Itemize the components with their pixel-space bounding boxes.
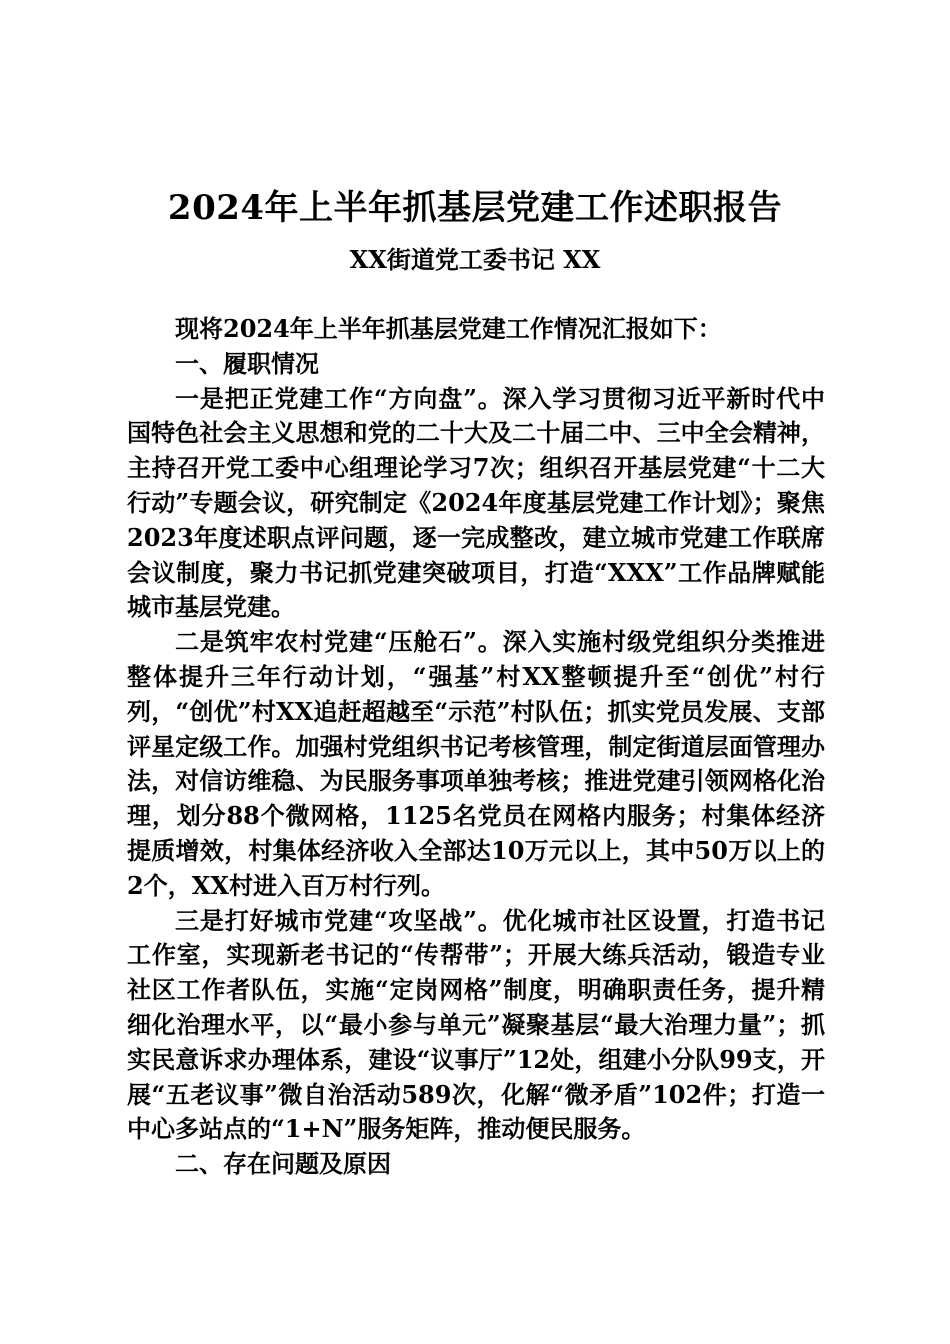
section-heading-problems: 二、存在问题及原因 [175,1149,391,1179]
author-line: XX街道党工委书记 XX [349,245,601,274]
paragraph-party-direction: 一是把正党建工作“方向盘”。深入学习贯彻习近平新时代中国特色社会主义思想和党的二十大及二十届二中、三中全会精神，主持召开党工委中心组理论学习7次；组织召开基层党建“十二大行动”专题会议，研究制定《2024年度基层党建工作计划》；聚焦2023年度述职点评问题，逐一完成整改，建立城市党建工作联席会议制度，聚力书记抓党建突破项目，打造“XXX”工作品牌赋能城市基层党建。 [127,383,825,622]
intro-paragraph: 现将2024年上半年抓基层党建工作情况汇报如下： [175,314,722,343]
paragraph-urban-party-building: 三是打好城市党建“攻坚战”。优化城市社区设置，打造书记工作室，实现新老书记的“传帮带”；开展大练兵活动，锻造专业社区工作者队伍，实施“定岗网格”制度，明确职责任务，提升精细化治理水平，以“最小参与单元”凝聚基层“最大治理力量”；抓实民意诉求办理体系，建设“议事厅”12处，组建小分队99支，开展“五老议事”微自治活动589次，化解“微矛盾”102件；打造一中心多站点的“1+N”服务矩阵，推动便民服务。 [127,905,825,1144]
document-title: 2024年上半年抓基层党建工作述职报告 [167,188,783,228]
paragraph-rural-party-building: 二是筑牢农村党建“压舱石”。深入实施村级党组织分类推进整体提升三年行动计划，“强基”村XX整顿提升至“创优”村行列，“创优”村XX追赶超越至“示范”村队伍；抓实党员发展、支部评星定级工作。加强村党组织书记考核管理，制定街道层面管理办法，对信访维稳、为民服务事项单独考核；推进党建引领网格化治理，划分88个微网格，1125名党员在网格内服务；村集体经济提质增效，村集体经济收入全部达10万元以上，其中50万以上的2个，XX村进入百万村行列。 [127,627,825,900]
document-body [127,312,825,1182]
section-heading-performance: 一、履职情况 [175,348,319,378]
